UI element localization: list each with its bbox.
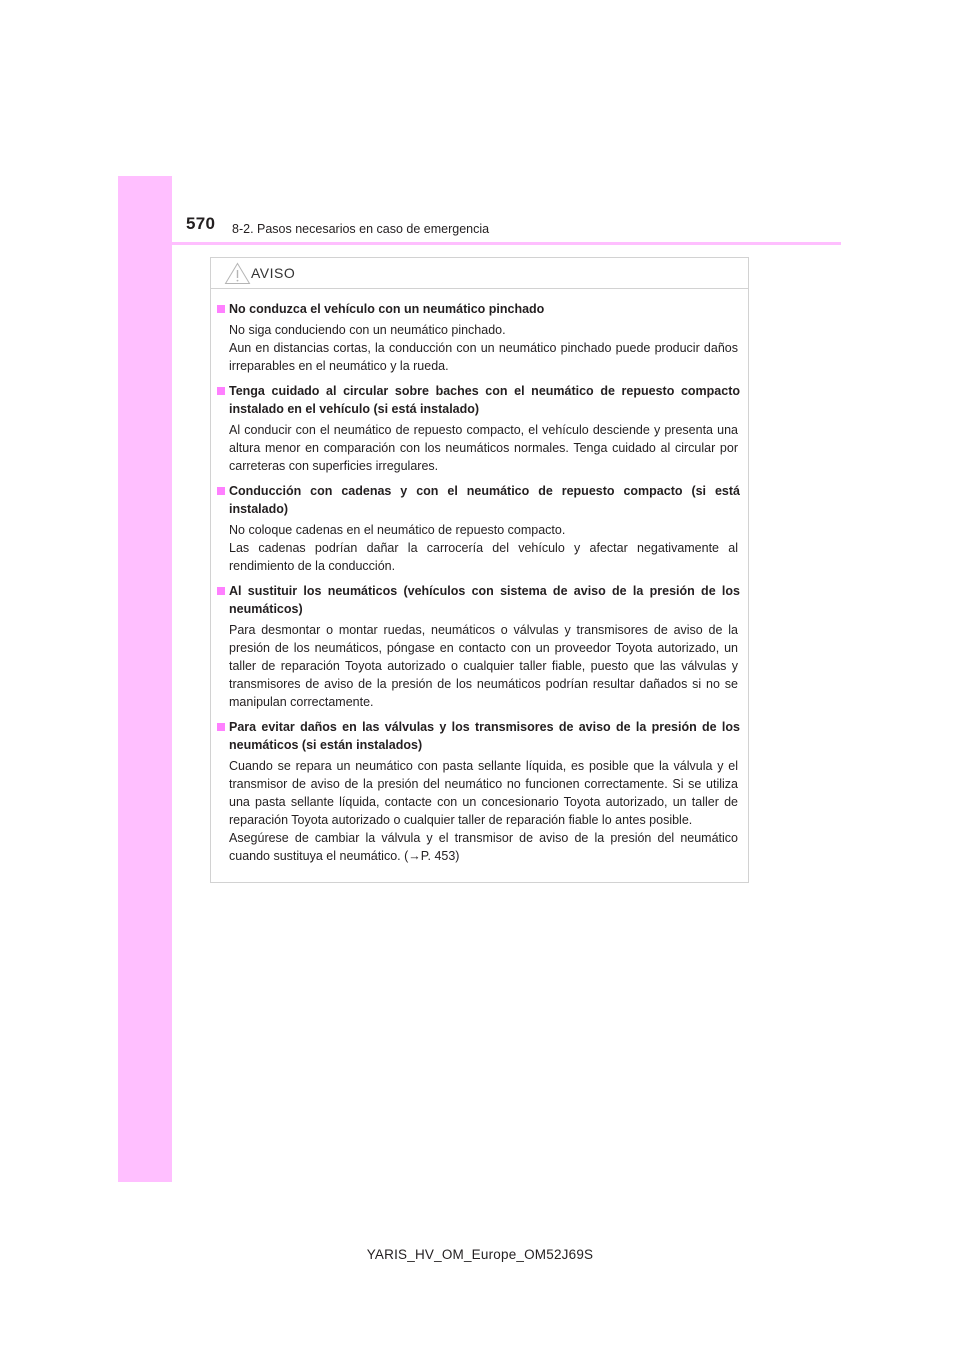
warning-item-body: [229, 757, 738, 865]
warning-box: [210, 257, 749, 883]
page-number: 570: [186, 214, 216, 233]
warning-item-paragraph: Para desmontar o montar ruedas, neumáticos o válvulas y transmisores de aviso de la presión de los neumáticos, póngase en contacto con un proveedor Toyota autorizado, un taller de reparación Toyota autorizado o cualquier taller fiable, puesto que las válvulas y transmisores de aviso de la presión de los neumáticos podrían resultar dañados si no se manipulan correctamente.: [229, 623, 738, 709]
warning-item-heading: [217, 482, 740, 518]
warning-item-heading-text: Para evitar daños en las válvulas y los transmisores de aviso de la presión de los neumáticos (si están instalados): [229, 720, 740, 752]
section-title: 8-2. Pasos necesarios en caso de emergencia: [232, 222, 490, 236]
document-code: YARIS_HV_OM_Europe_OM52J69S: [366, 1247, 594, 1262]
warning-item-paragraph: Aun en distancias cortas, la conducción con un neumático pinchado puede producir daños irreparables en el neumático y la rueda.: [229, 341, 738, 373]
warning-title: AVISO: [251, 265, 296, 281]
warning-item-heading: [217, 718, 740, 754]
square-bullet-icon: [217, 387, 225, 395]
warning-item-paragraph: No coloque cadenas en el neumático de repuesto compacto.: [229, 523, 566, 537]
warning-item-paragraph: Las cadenas podrían dañar la carrocería del vehículo y afectar negativamente al rendimiento de la conducción.: [229, 541, 738, 573]
warning-item: [217, 718, 740, 865]
warning-header: [211, 258, 748, 289]
side-color-band: [118, 176, 172, 1182]
warning-item-heading-text: Tenga cuidado al circular sobre baches con el neumático de repuesto compacto instalado en el vehículo (si está instalado): [229, 384, 740, 416]
warning-item-heading-text: No conduzca el vehículo con un neumático pinchado: [229, 302, 545, 316]
square-bullet-icon: [217, 587, 225, 595]
warning-item-body: [229, 321, 738, 375]
warning-body: [211, 289, 748, 865]
warning-item-heading: [217, 582, 740, 618]
warning-item-body: [229, 421, 738, 475]
warning-item-heading: [217, 300, 740, 318]
header-rule: [118, 242, 841, 245]
warning-item-heading-text: Conducción con cadenas y con el neumático de repuesto compacto (si está instalado): [229, 484, 740, 516]
warning-item-heading: [217, 382, 740, 418]
warning-item: [217, 482, 740, 575]
warning-item-body: [229, 621, 738, 711]
square-bullet-icon: [217, 723, 225, 731]
warning-item-paragraph: No siga conduciendo con un neumático pinchado.: [229, 323, 506, 337]
warning-item-paragraph: Al conducir con el neumático de repuesto compacto, el vehículo desciende y presenta una altura menor en comparación con los neumáticos normales. Tenga cuidado al circular por carreteras con superficies irregulares.: [229, 423, 738, 473]
warning-triangle-icon: [224, 262, 251, 285]
warning-item-heading-text: Al sustituir los neumáticos (vehículos con sistema de aviso de la presión de los neumáticos): [229, 584, 740, 616]
warning-item: [217, 300, 740, 375]
square-bullet-icon: [217, 487, 225, 495]
warning-item-body: [229, 521, 738, 575]
warning-item: [217, 582, 740, 711]
square-bullet-icon: [217, 305, 225, 313]
warning-item: [217, 382, 740, 475]
warning-item-paragraph: Asegúrese de cambiar la válvula y el transmisor de aviso de la presión del neumático cuando sustituya el neumático. (→P. 453): [229, 831, 738, 863]
warning-item-paragraph: Cuando se repara un neumático con pasta sellante líquida, es posible que la válvula y el transmisor de aviso de la presión del neumático no funcionen correctamente. Si se utiliza una pasta sellante líquida, contacte con un concesionario Toyota autorizado, un taller de reparación Toyota autorizado o cualquier taller de reparación fiable lo antes posible.: [229, 759, 738, 827]
